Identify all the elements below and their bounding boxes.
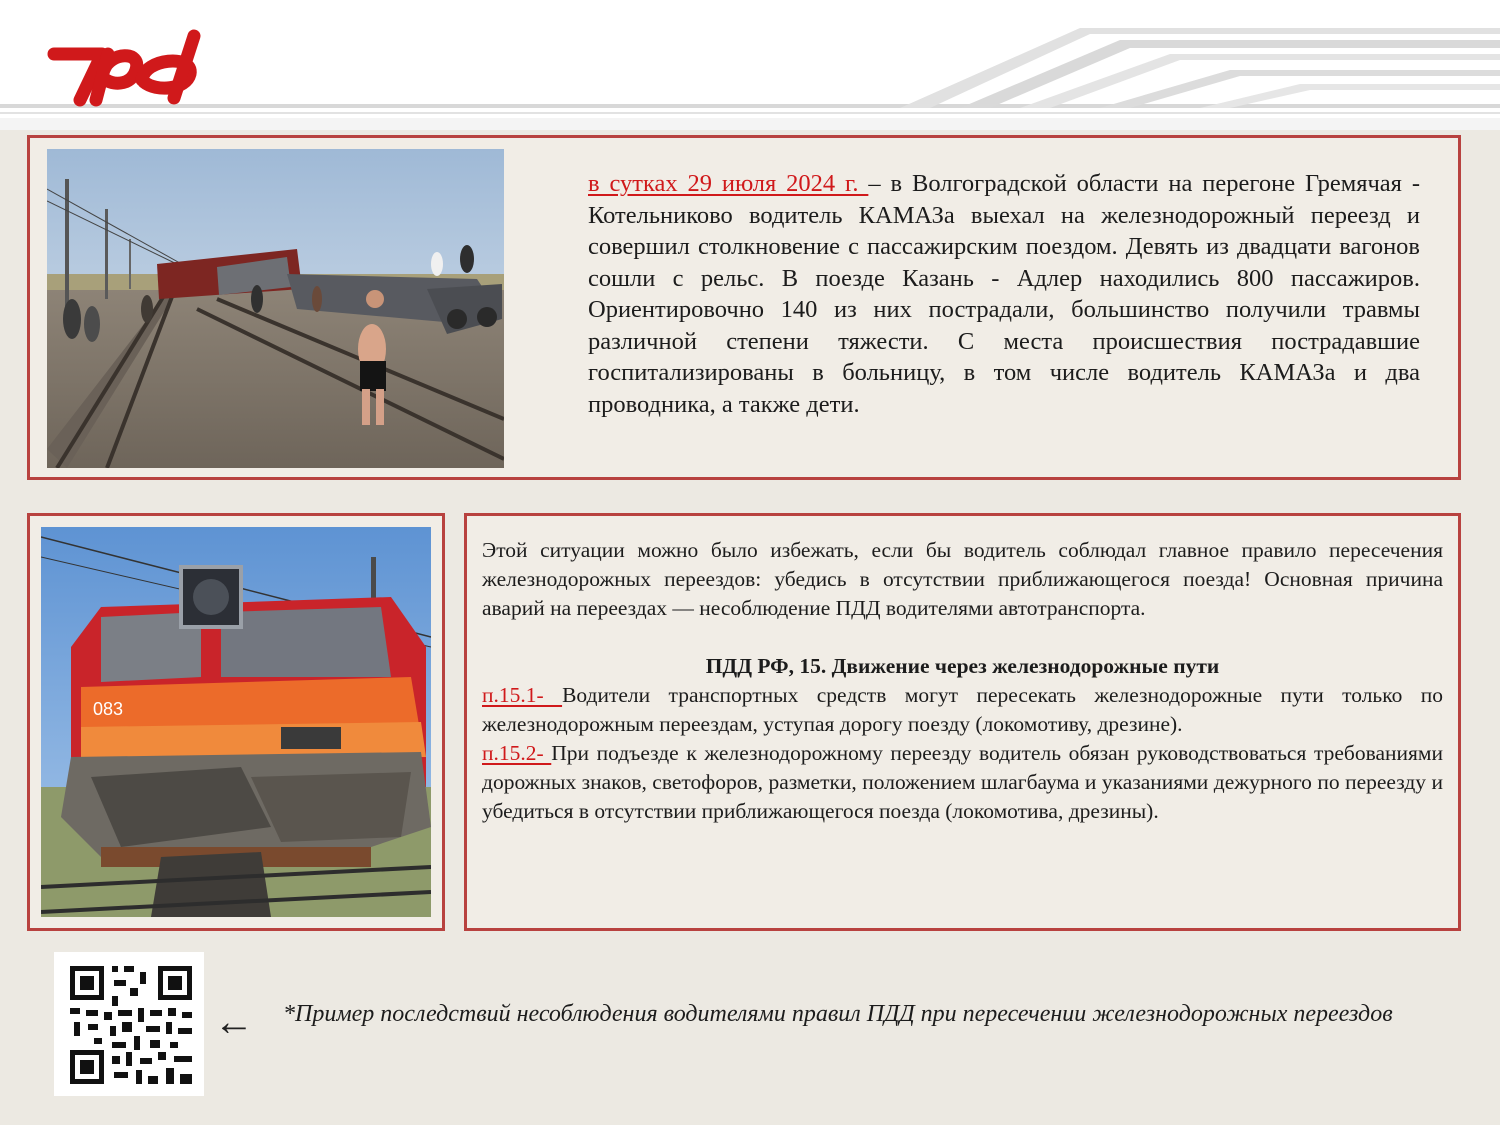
locomotive-number: 083 (93, 699, 124, 719)
left-arrow-icon: ← (214, 999, 254, 1044)
header (0, 0, 1500, 130)
damaged-locomotive-photo (41, 527, 431, 917)
rules-heading: ПДД РФ, 15. Движение через железнодорожные пути (705, 654, 1220, 678)
rule-15-1 (482, 681, 1443, 739)
qr-code[interactable] (54, 952, 204, 1096)
rule-15-1-text: Водители транспортных средств могут пересекать железнодорожные пути только по железнодорожным переездам, уступая дорогу поезду (локомотиву, дрезине). (482, 683, 1443, 736)
incident-body: – в Волгоградской области на перегоне Гремячая - Котельниково водитель КАМАЗа выехал на железнодорожный переезд и совершил столкновение с пассажирским поездом. Девять из двадцати вагонов сошли с рельс. В поезде Казань - Адлер находились 800 пассажиров. Ориентировочно 140 из них пострадали, большинство получили травмы различной степени тяжести. С места происшествия пострадавшие госпитализированы в больницу, в том числе водитель КАМАЗа и два проводника, а также дети. (588, 170, 1421, 418)
rule-15-2-text: При подъезде к железнодорожному переезду водитель обязан руководствоваться требованиями дорожных знаков, светофоров, разметки, положением шлагбаума и указаниями дежурного по переезду и убедиться в отсутствии приближающегося поезда (локомотива, дрезины). (482, 741, 1444, 823)
derailed-train-photo (47, 149, 504, 468)
incident-description (588, 168, 1420, 420)
header-decor-stripes (0, 0, 1500, 130)
incident-date: в сутках 29 июля 2024 г. (588, 170, 869, 197)
rule-15-2 (482, 739, 1443, 826)
rules-intro: Этой ситуации можно было избежать, если бы водитель соблюдал главное правило пересечения железнодорожных переездов: убедись в отсутствии приближающегося поезда! Основная причина аварий на переездах — несоблюдение ПДД водителями автотранспорта. (482, 538, 1443, 620)
footer-note: *Пример последствий несоблюдения водителями правил ПДД при пересечении железнодорожных переездов (283, 1001, 1393, 1027)
rule-15-2-label: п.15.2- (482, 741, 552, 765)
rules-text (482, 536, 1443, 826)
rule-15-1-label: п.15.1- (482, 683, 563, 707)
rzd-logo (44, 24, 224, 110)
